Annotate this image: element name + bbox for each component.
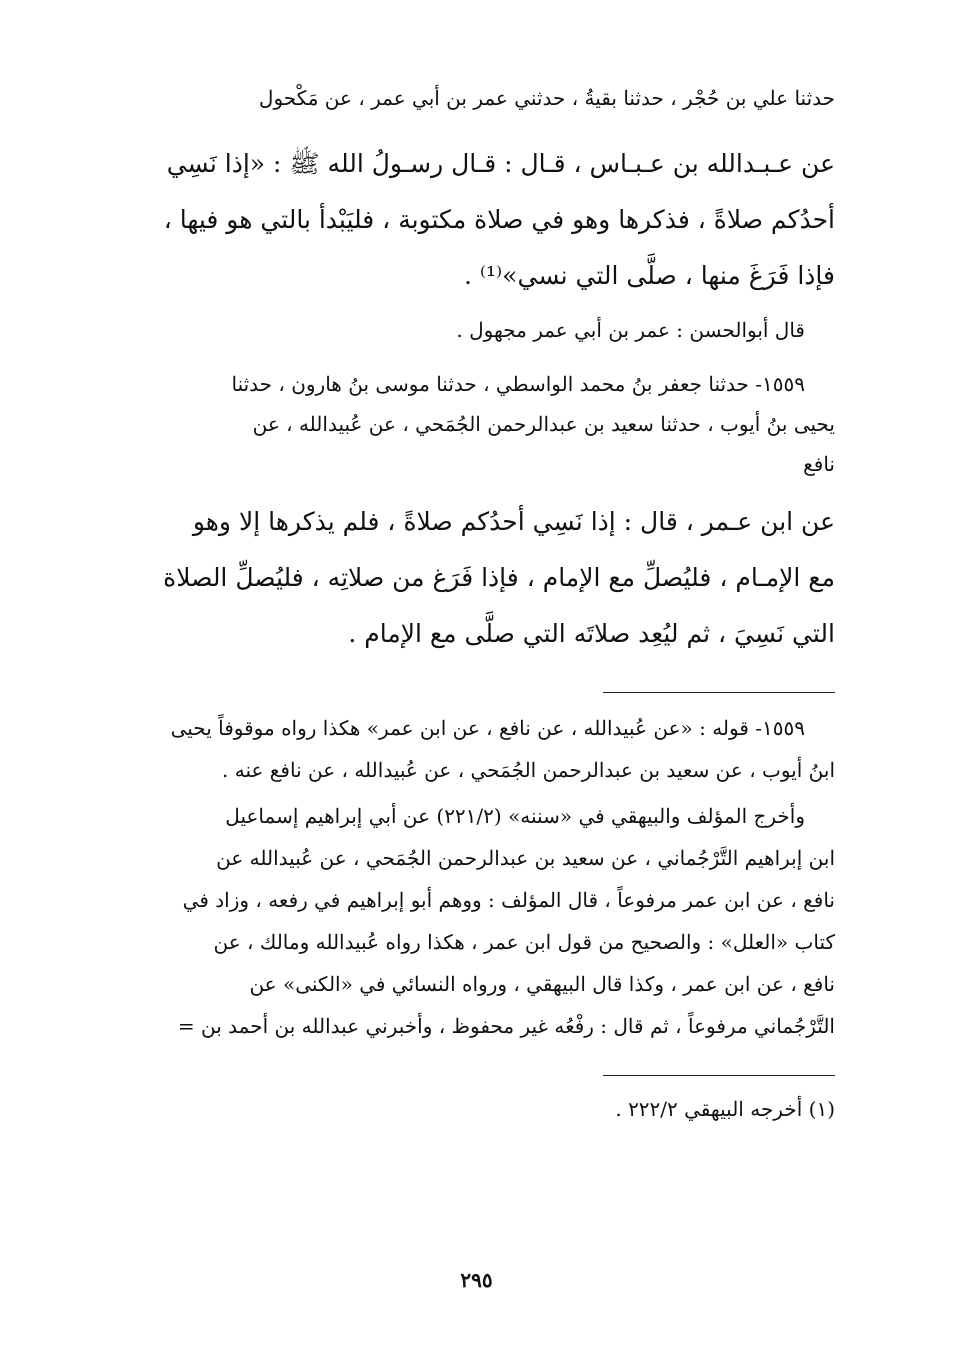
chain-line: نافع — [803, 452, 835, 476]
commentary-line: نافع ، عن ابن عمر مرفوعاً ، قال المؤلف : ووهم أبو إبراهيم في رفعه ، وزاد في — [182, 888, 835, 912]
commentary — [118, 707, 835, 1047]
matn-line: أحدُكم صلاةً ، فذكرها وهو في صلاة مكتوبة ، فليَبْدأ بالتي هو فيها ، — [163, 205, 835, 234]
matn-line: فإذا فَرَغَ منها ، صلَّى التي نسي»⁽¹⁾ . — [463, 261, 835, 290]
matn-line: عن عـبـدالله بن عـبـاس ، قـال : قـال رسـولُ الله ﷺ : «إذا نَسِي — [166, 149, 835, 178]
commentary-line: نافع ، عن ابن عمر ، وكذا قال البيهقي ، ورواه النسائي في «الكنى» عن — [249, 972, 835, 996]
commentary-line: وأخرج المؤلف والبيهقي في «سننه» (٢٢١/٢) عن أبي إبراهيم إسماعيل — [225, 804, 805, 828]
commentary-line: كتاب «العلل» : والصحيح من قول ابن عمر ، هكذا رواه عُبيدالله ومالك ، عن — [213, 930, 835, 954]
chain-line: ١٥٥٩- حدثنا جعفر بنُ محمد الواسطي ، حدثنا موسى بنُ هارون ، حدثنا — [231, 372, 805, 396]
matn-line: عن ابن عـمر ، قال : إذا نَسِي أحدُكم صلاةً ، فلم يذكرها إلا وهو — [192, 507, 835, 536]
hadith-1559 — [118, 364, 835, 662]
chain-line: يحيى بنُ أيوب ، حدثنا سعيد بن عبدالرحمن الجُمَحي ، عن عُبيدالله ، عن — [252, 412, 835, 436]
commentary-line: ابن إبراهيم التَّرْجُماني ، عن سعيد بن عبدالرحمن الجُمَحي ، عن عُبيدالله عن — [216, 846, 835, 870]
page-body — [118, 78, 835, 1130]
hadith-1558-continuation — [118, 78, 835, 350]
commentary-line: ١٥٥٩- قوله : «عن عُبيدالله ، عن نافع ، عن ابن عمر» هكذا رواه موقوفاً يحيى — [170, 716, 805, 740]
commentary-line: ابنُ أيوب ، عن سعيد بن عبدالرحمن الجُمَحي ، عن عُبيدالله ، عن نافع عنه . — [222, 758, 835, 782]
page-number: ٢٩٥ — [460, 1268, 493, 1292]
matn-line: التي نَسِيَ ، ثم ليُعِد صلاتَه التي صلَّى مع الإمام . — [348, 619, 835, 648]
narrator-comment: قال أبوالحسن : عمر بن أبي عمر مجهول . — [456, 318, 805, 342]
matn-line: مع الإمـام ، فليُصلِّ مع الإمام ، فإذا فَرَغ من صلاتِه ، فليُصلِّ الصلاة — [163, 563, 835, 592]
footnote: (١) أخرجه البيهقي ٢٢٢/٢ . — [615, 1097, 835, 1121]
chain-line: حدثنا علي بن حُجْر ، حدثنا بقيةُ ، حدثني عمر بن أبي عمر ، عن مَكْحول — [258, 86, 835, 110]
commentary-line: التَّرْجُماني مرفوعاً ، ثم قال : رفْعُه غير محفوظ ، وأخبرني عبدالله بن أحمد بن = — [177, 1014, 835, 1038]
